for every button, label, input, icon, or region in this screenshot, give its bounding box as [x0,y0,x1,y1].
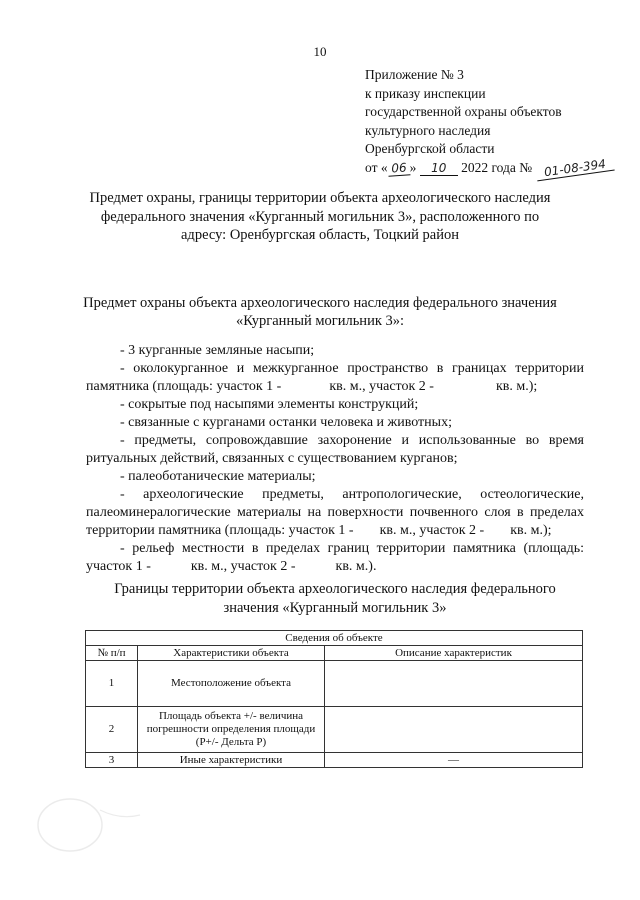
list-item: - сокрытые под насыпями элементы конструкций; [120,397,419,412]
list-item: - палеоботанические материалы; [120,469,316,484]
table-cell: 2 [86,707,138,753]
boundaries-heading: Границы территории объекта археологического наследия федерального значения «Курганный могильник 3» [114,581,556,616]
table-row [86,707,583,753]
table-cell: Площадь объекта +/- величина погрешности определения площади (Р+/- Дельта Р) [138,707,325,753]
appendix-line: к приказу инспекции [365,85,486,101]
page-number: 10 [313,44,327,59]
date-prefix: от « [365,159,388,175]
table-cell: Местоположение объекта [138,661,325,707]
protection-subject-list [86,342,584,576]
table-row [86,661,583,707]
handwritten-month: 10 [420,161,458,176]
appendix-line: Приложение № 3 [365,67,464,82]
table-caption: Сведения об объекте [86,631,583,646]
appendix-line: Оренбургской области [365,141,495,157]
table-cell [325,661,583,707]
appendix-block [365,66,614,178]
table-cell: — [325,753,583,768]
table-cell [325,707,583,753]
document-title: Предмет охраны, границы территории объекта археологического наследия федерального значения «Курганный могильник 3», расположенного по адресу: Оренбургская область, Тоцкий район [89,190,551,243]
list-item: - археологические предметы, антропологические, остеологические, палеоминералогические материалы на поверхности почвенного слоя в пределах территории памятника (площадь: участок 1 - кв. м., участок 2 - кв. м.); [86,487,584,538]
order-date-line [365,156,614,180]
table-cell: 3 [86,753,138,768]
date-year: 2022 года № [461,159,533,175]
date-sep: » [409,159,417,175]
list-item: - 3 курганные земляные насыпи; [120,343,315,358]
handwritten-day: 06 [387,160,410,176]
table-header: № п/п [86,646,138,661]
appendix-line: государственной охраны объектов [365,104,562,120]
table-header: Характеристики объекта [138,646,325,661]
list-item: - околокурганное и межкурганное пространство в границах территории памятника (площадь: участок 1 - кв. м., участок 2 - кв. м.); [86,361,584,394]
table-row [86,753,583,768]
list-item: - рельеф местности в пределах границ территории памятника (площадь: участок 1 - кв. м., участок 2 - кв. м.). [86,541,584,574]
faint-stamp-mark [30,790,150,860]
object-info-table [85,630,583,768]
list-item: - связанные с курганами останки человека и животных; [120,415,452,430]
table-cell: 1 [86,661,138,707]
protection-subject-heading: Предмет охраны объекта археологического наследия федерального значения «Курганный могильник 3»: [83,295,557,329]
appendix-line: культурного наследия [365,122,491,138]
table-cell: Иные характеристики [138,753,325,768]
list-item: - предметы, сопровождавшие захоронение и использованные во время ритуальных действий, связанных с существованием курганов; [86,433,584,466]
table-header: Описание характеристик [325,646,583,661]
handwritten-order-number: 01-08-394 [535,156,614,182]
